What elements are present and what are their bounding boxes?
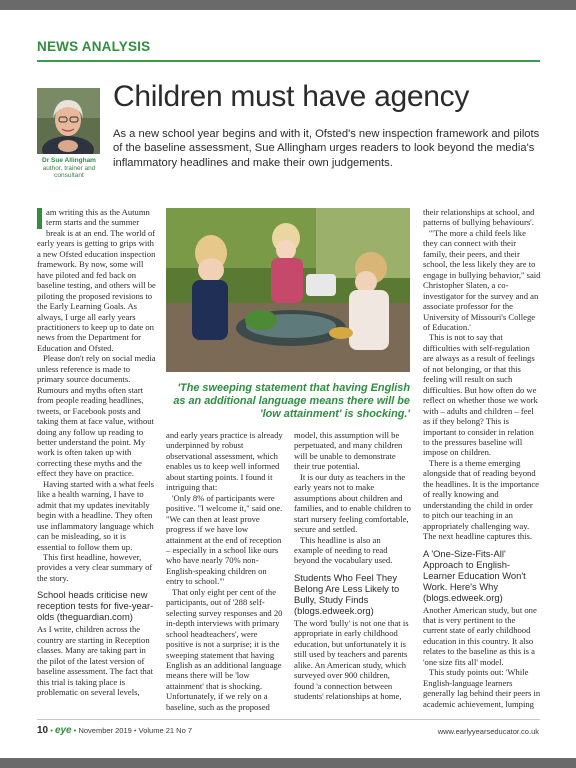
paragraph: This study points out: 'While English-language learners generally lag behind their peers in academic achievement, lumping	[423, 667, 541, 709]
author-photo	[37, 88, 100, 154]
children-photo	[166, 208, 410, 372]
paragraph: 'Only 8% of participants were positive. "I welcome it," said one. "We can then at least prove progress if we have low attainment at the end of reception – especially in a school like ours who have nearly 70% non-English-speaking children on entry to school."'	[166, 492, 283, 587]
footer-url[interactable]: www.earlyyearseducator.co.uk	[437, 727, 539, 736]
page-number: 10	[37, 725, 49, 736]
paragraph	[37, 207, 156, 353]
separator: •	[133, 726, 139, 735]
paragraph: their relationships at school, and patterns of bullying behaviours'.	[423, 207, 535, 228]
author-name: Dr Sue Allingham	[42, 157, 96, 164]
bottom-bar	[0, 758, 576, 768]
paragraph: Please don't rely on social media unless reference is made to primary source documents. Rumours and myths often start from people reading headlines, tweets, or Facebook posts and taking them at face value, without doing any follow up reading to better understand the point. My work is often taken up with correcting these myths and the effect they have on practice.	[37, 353, 156, 479]
separator: •	[50, 726, 55, 735]
footer-rule	[37, 719, 540, 720]
paragraph: Another American study, but one that is very pertinent to the current state of early childhood education in this country. It also relates to the baseline as this is a 'one size fits all' model.	[423, 604, 537, 667]
article-column-4	[423, 207, 541, 709]
paragraph: This is not to say that difficulties with self-regulation are always as a result of feelings of not belonging, or that this feeling will result on such difficulties. But how often do we reflect on whether those we work with – adults and children – feel as if they belong? This is important to consider in relation to the pressures baseline will impose on children.	[423, 332, 538, 458]
top-bar	[0, 0, 576, 10]
article-column-1	[37, 207, 156, 697]
subheading: School heads criticise new reception tests for five-year-olds (theguardian.com)	[37, 589, 154, 623]
paragraph: That only eight per cent of the participants, out of '288 self-selecting survey responses and 20 in-depth interviews with primary school headteachers', were positive is not a surprise; it is the sweeping statement that having English as an additional language means there will be 'low attainment' that is shocking. Unfortunately, if we rely on a baseline, such as the proposed	[166, 586, 283, 712]
paragraph: and early years practice is already underpinned by robust observational assessment, which enables us to keep well informed about starting points. I found it intriguing that:	[166, 430, 283, 493]
section-rule	[37, 60, 540, 62]
section-title: NEWS ANALYSIS	[37, 39, 151, 54]
issue-date: November 2019	[78, 726, 132, 735]
paragraph: The word 'bully' is not one that is appropriate in early childhood education, but unfortunately it is still used by teachers and parents alike. An American study, which surveyed over 900 children, found 'a connection between students' relationships at home,	[294, 617, 409, 702]
magazine-logo: eye	[54, 725, 72, 736]
subheading: Students Who Feel They Belong Are Less Likely to Bully, Study Finds (blogs.edweek.org)	[294, 571, 400, 616]
paragraph-text: am writing this as the Autumn term starts and the summer break is at an end. The world of early years is getting to grips with a new Ofsted education inspection framework. By now, some will have piloted and fed back on baseline testing, and others will be piloting the proposed revisions to the Early Learning Goals. As always, I urge all early years practitioners to keep up to date on news from the Department for Education and Ofsted.	[37, 207, 156, 353]
issue-volume: Volume 21 No 7	[138, 726, 192, 735]
standfirst: As a new school year begins and with it, Ofsted's new inspection framework and pilots of the baseline assessment, Sue Allingham urges readers to look beyond the media's inflammatory headlines and make their own judgements.	[113, 128, 540, 169]
author-caption	[33, 157, 105, 180]
paragraph: There is a theme emerging alongside that of reading beyond the headlines. It is the importance of really knowing and understanding the child in order to pitch our teaching in an appropriately challenging way. The next headline captures this.	[423, 457, 539, 542]
author-role: author, trainer and consultant	[42, 164, 96, 179]
article-column-2	[166, 430, 283, 712]
paragraph: model, this assumption will be perpetuated, and many children will be unable to demonstrate their true potential.	[294, 430, 403, 472]
paragraph: This first headline, however, provides a very clear summary of the story.	[37, 551, 153, 583]
article-column-3	[294, 430, 411, 702]
subheading: A 'One-Size-Fits-All' Approach to English-Learner Education Won't Work. Here's Why (blogs.edweek.org)	[423, 547, 526, 603]
separator: •	[73, 726, 79, 735]
paragraph: As I write, children across the country are starting in Reception classes. Many are taking part in the pilot of the latest version of baseline assessment. The fact that this trial is taking place is problematic on several levels,	[37, 624, 154, 698]
headline: Children must have agency	[113, 80, 470, 113]
paragraph: This headline is also an example of needing to read beyond the vocabulary used.	[294, 534, 393, 566]
paragraph: Having started with a what feels like a health warning, I have to admit that my updates inevitably begin with a headline. They often use inflammatory language which can be misleading, so it is essential to follow them up.	[37, 478, 154, 552]
footer-info	[37, 725, 192, 736]
paragraph: It is our duty as teachers in the early years not to make assumptions about children and families, and to enable children to start nursery feeling comfortable, secure and settled.	[294, 471, 411, 535]
paragraph: '"The more a child feels like they can connect with their family, their peers, and their school, the less likely they are to engage in bullying behavior," said Christopher Slaten, a co-investigator for the survey and an associate professor for the University of Missouri's College of Education.'	[423, 227, 541, 332]
drop-cap	[37, 208, 42, 229]
pull-quote: 'The sweeping statement that having English as an additional language means there will be 'low attainment' is shocking.'	[173, 382, 410, 421]
